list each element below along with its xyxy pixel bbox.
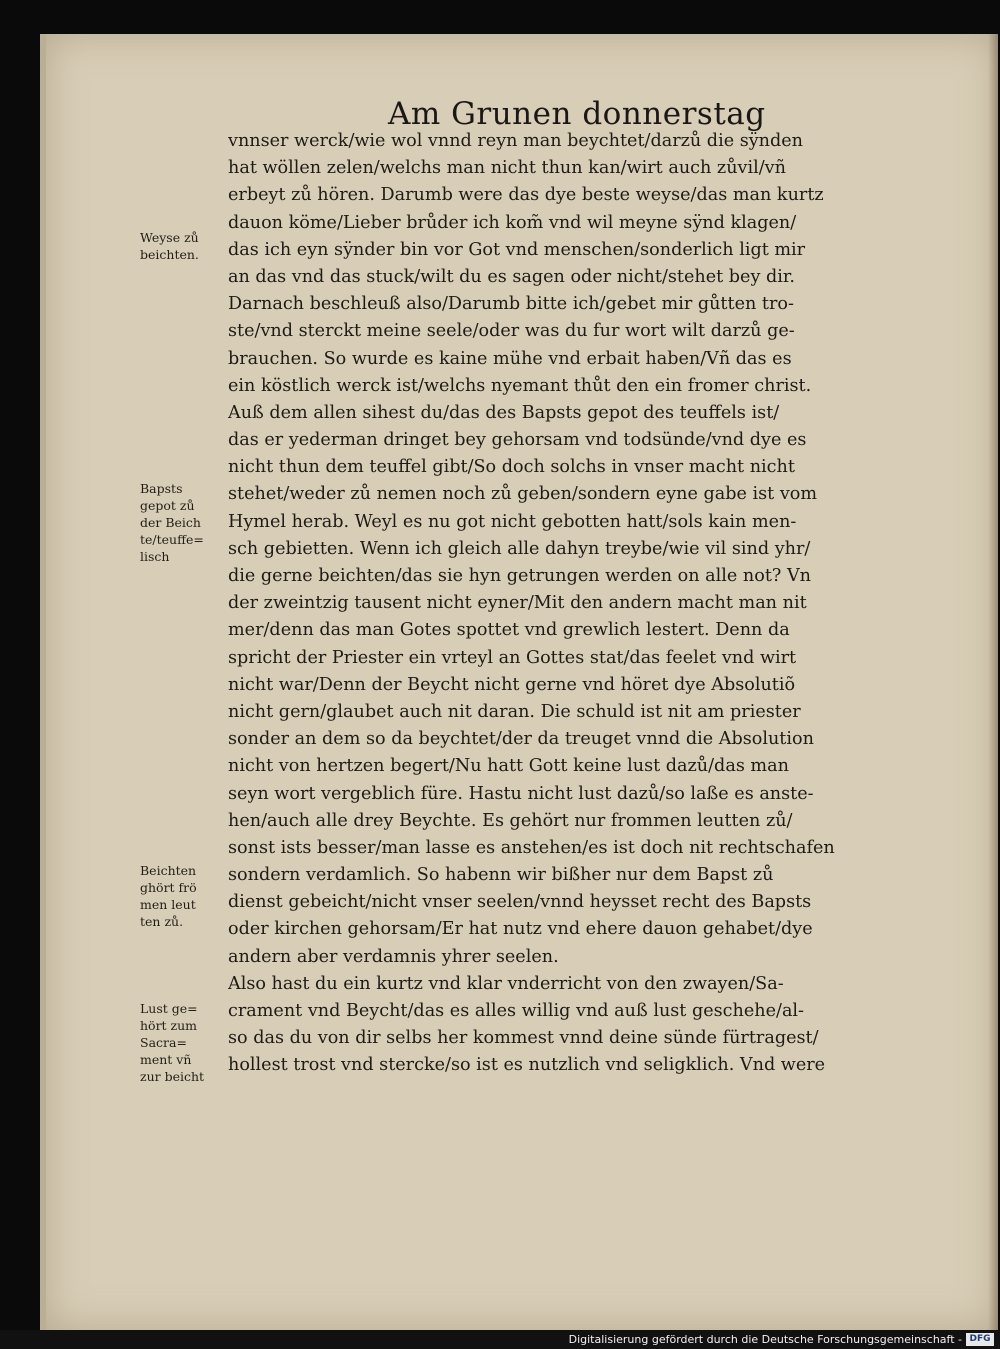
text-line: hat wöllen zelen/welchs man nicht thun kan/wirt auch zůvil/vñ: [228, 158, 786, 179]
text-line: andern aber verdamnis yhrer seelen.: [228, 946, 559, 967]
text-line: vnnser werck/wie wol vnnd reyn man beychtet/darzů die sÿnden: [228, 131, 804, 151]
margin-note-line: ten zů.: [140, 914, 184, 929]
margin-note-4: [140, 1000, 228, 1085]
text-line: so das du von dir selbs her kommest vnnd deine sünde fürtragest/: [228, 1028, 819, 1049]
text-line: crament vnd Beycht/das es alles willig vnd auß lust geschehe/al-: [228, 1001, 805, 1021]
margin-note-line: te/teuffe=: [140, 532, 204, 547]
margin-note-line: Beichten: [140, 863, 197, 878]
page-header: Am Grunen donnerstag: [388, 96, 766, 132]
text-line: seyn wort vergeblich füre. Hastu nicht lust dazů/so laße es anste-: [228, 783, 814, 804]
text-line: an das vnd das stuck/wilt du es sagen oder nicht/stehet bey dir.: [228, 266, 795, 287]
margin-note-2: [140, 480, 228, 565]
text-line: hen/auch alle drey Beychte. Es gehört nur frommen leutten zů/: [228, 810, 793, 831]
margin-note-3: [140, 862, 228, 930]
text-line: spricht der Priester ein vrteyl an Gottes stat/das feelet vnd wirt: [228, 647, 797, 668]
text-line: erbeyt zů hören. Darumb were das dye beste weyse/das man kurtz: [228, 185, 824, 206]
text-line: das er yederman dringet bey gehorsam vnd todsünde/vnd dye es: [228, 430, 807, 451]
margin-note-line: Sacra=: [140, 1035, 187, 1050]
text-line: dienst gebeicht/nicht vnser seelen/vnnd heysset recht des Bapsts: [228, 892, 812, 913]
text-line: nicht war/Denn der Beycht nicht gerne vnd höret dye Absolutiõ: [228, 674, 796, 695]
text-line: sondern verdamlich. So habenn wir bißher nur dem Bapst zů: [228, 865, 774, 886]
margin-note-line: Weyse zů: [140, 230, 199, 245]
margin-note-line: ghört frö: [140, 880, 197, 895]
text-line: Also hast du ein kurtz vnd klar vnderricht von den zwayen/Sa-: [228, 973, 784, 994]
text-line: sch gebietten. Wenn ich gleich alle dahyn treybe/wie vil sind yhr/: [228, 538, 811, 559]
text-line: nicht von hertzen begert/Nu hatt Gott keine lust dazů/das man: [228, 756, 789, 777]
text-line: dauon köme/Lieber brůder ich kom̃ vnd wil meyne sÿnd klagen/: [228, 212, 797, 233]
margin-note-line: beichten.: [140, 247, 199, 262]
margin-note-line: hört zum: [140, 1018, 198, 1033]
margin-note-line: lisch: [140, 549, 170, 564]
text-line: ein köstlich werck ist/welchs nyemant thůt den ein fromer christ.: [228, 375, 812, 396]
text-line: Hymel herab. Weyl es nu got nicht gebotten hatt/sols kain men-: [228, 511, 797, 532]
funding-credit: Digitalisierung gefördert durch die Deutsche Forschungsgemeinschaft -: [568, 1333, 962, 1346]
margin-note-line: der Beich: [140, 515, 201, 530]
text-line: ste/vnd sterckt meine seele/oder was du fur wort wilt darzů ge-: [228, 321, 795, 342]
body-text: [228, 128, 918, 1080]
margin-note-line: zur beicht: [140, 1069, 205, 1084]
text-line: Auß dem allen sihest du/das des Bapsts gepot des teuffels ist/: [228, 402, 780, 423]
text-line: das ich eyn sÿnder bin vor Got vnd menschen/sonderlich ligt mir: [228, 239, 806, 260]
dfg-logo: DFG: [966, 1333, 994, 1346]
text-line: nicht gern/glaubet auch nit daran. Die schuld ist nit am priester: [228, 701, 801, 722]
margin-note-line: Bapsts: [140, 481, 183, 496]
margin-note-1: [140, 229, 228, 263]
text-line: die gerne beichten/das sie hyn getrungen werden on alle not? Vn: [228, 566, 811, 586]
text-line: Darnach beschleuß also/Darumb bitte ich/gebet mir gůtten tro-: [228, 294, 794, 315]
text-line: oder kirchen gehorsam/Er hat nutz vnd ehere dauon gehabet/dye: [228, 919, 813, 940]
text-line: mer/denn das man Gotes spottet vnd grewlich lestert. Denn da: [228, 620, 790, 641]
text-line: brauchen. So wurde es kaine mühe vnd erbait haben/Vñ das es: [228, 348, 792, 369]
margin-note-line: ment vñ: [140, 1052, 192, 1067]
text-line: sonder an dem so da beychtet/der da treuget vnnd die Absolution: [228, 729, 814, 750]
text-line: hollest trost vnd stercke/so ist es nutzlich vnd seligklich. Vnd were: [228, 1055, 826, 1076]
text-line: sonst ists besser/man lasse es anstehen/es ist doch nit rechtschafen: [228, 837, 835, 858]
text-line: der zweintzig tausent nicht eyner/Mit den andern macht man nit: [228, 593, 807, 614]
margin-note-line: men leut: [140, 897, 196, 912]
text-line: stehet/weder zů nemen noch zů geben/sondern eyne gabe ist vom: [228, 484, 818, 505]
text-line: nicht thun dem teuffel gibt/So doch solchs in vnser macht nicht: [228, 457, 795, 478]
footer-bar: [0, 1330, 1000, 1349]
margin-note-line: gepot zů: [140, 498, 195, 513]
margin-note-line: Lust ge=: [140, 1001, 198, 1016]
